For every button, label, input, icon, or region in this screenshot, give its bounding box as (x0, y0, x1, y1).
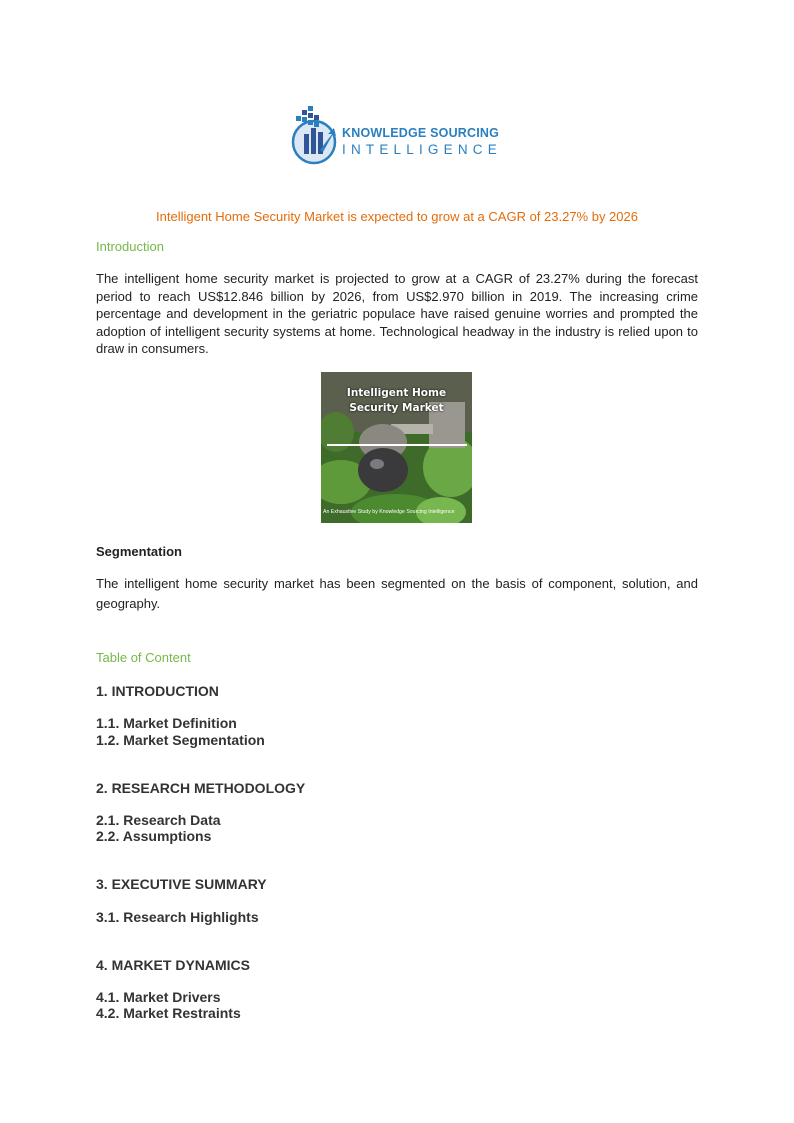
introduction-paragraph: The intelligent home security market is projected to grow at a CAGR of 23.27% during the forecast period to reach US$12.846 billion by 2026, from US$2.970 billion in 2019. The increasing crime percentage and development in the geriatric populace have raised genuine worries and prompted the adoption of intelligent security systems at home. Technological headway in the industry is relied upon to draw in consumers. (96, 271, 698, 356)
toc-item-4-1: 4.1. Market Drivers (96, 989, 221, 1005)
toc-item-1-1: 1.1. Market Definition (96, 715, 237, 731)
toc-item-2-1: 2.1. Research Data (96, 812, 221, 828)
company-logo (290, 104, 530, 166)
toc-section-2: 2. RESEARCH METHODOLOGY (96, 780, 306, 796)
toc-section-4: 4. MARKET DYNAMICS (96, 957, 251, 973)
cover-caption: An Exhaustive Study by Knowledge Sourcing Intelligence (323, 509, 455, 515)
toc-item-1-2: 1.2. Market Segmentation (96, 732, 265, 748)
logo-text-line1: KNOWLEDGE SOURCING (342, 126, 500, 140)
segmentation-heading: Segmentation (96, 544, 182, 559)
cover-title: Intelligent Home Security Market (346, 387, 447, 414)
introduction-label: Introduction (96, 239, 164, 254)
toc-section-3: 3. EXECUTIVE SUMMARY (96, 876, 267, 892)
logo-text-line2: INTELLIGENCE (342, 142, 502, 157)
knowledge-sourcing-logo-icon (290, 104, 340, 166)
toc-section-1: 1. INTRODUCTION (96, 683, 219, 699)
toc-item-2-2: 2.2. Assumptions (96, 828, 212, 844)
segmentation-paragraph: The intelligent home security market has been segmented on the basis of component, solution, and geography. (96, 576, 698, 611)
report-cover-image (321, 372, 472, 523)
toc-item-3-1: 3.1. Research Highlights (96, 909, 259, 925)
toc-item-4-2: 4.2. Market Restraints (96, 1005, 241, 1021)
page-headline: Intelligent Home Security Market is expected to grow at a CAGR of 23.27% by 2026 (156, 209, 638, 224)
toc-label: Table of Content (96, 650, 191, 665)
